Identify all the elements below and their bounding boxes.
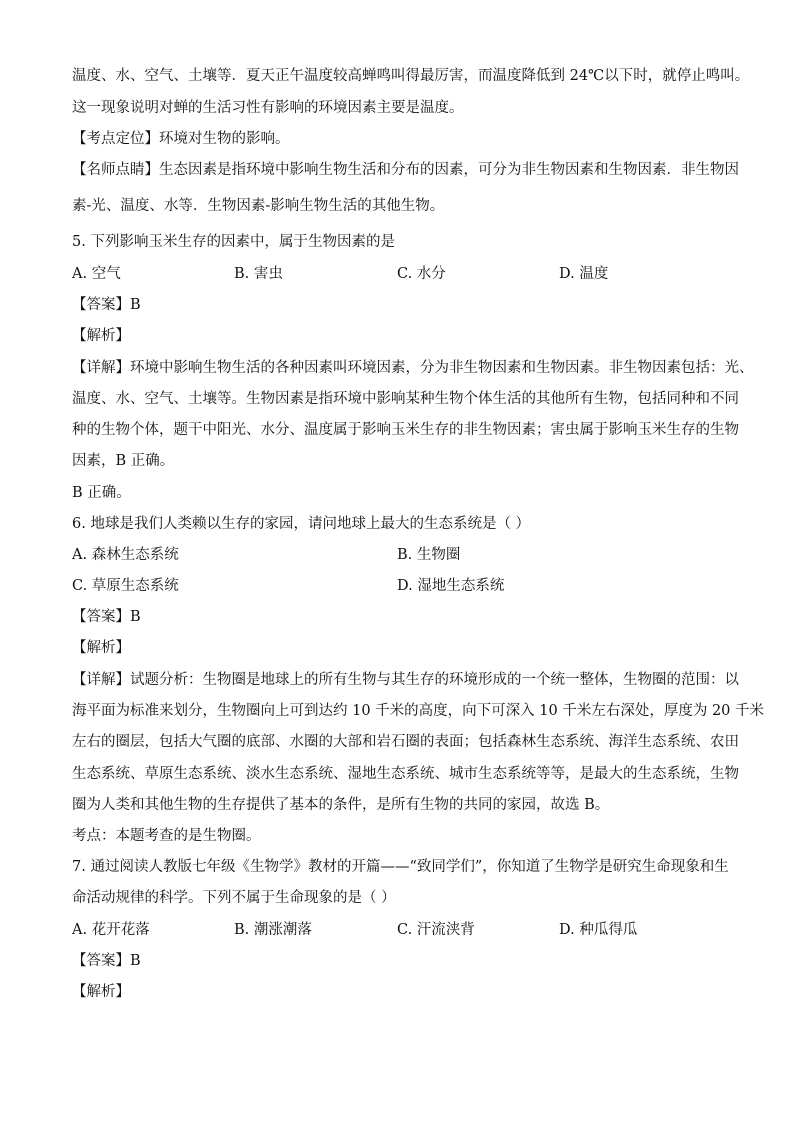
mingshi-line-2: 素-光、温度、水等．生物因素-影响生物生活的其他生物。 [72,198,445,214]
q7-jiexi: 【解析】 [72,984,130,1000]
q6-detail-3: 左右的圈层，包括大气圈的底部、水圈的大部和岩石圈的表面；包括森林生态系统、海洋生态系统、农田 [72,734,739,750]
q5-option-c: C. 水分 [397,266,446,282]
q5-conclusion: B 正确。 [72,485,131,501]
q7-option-b: B. 潮涨潮落 [234,922,312,938]
q6-stem: 6. 地球是我们人类赖以生存的家园，请问地球上最大的生态系统是（ ） [72,516,531,532]
kaodian-line: 【考点定位】环境对生物的影响。 [72,131,290,147]
q7-stem-2: 命活动规律的科学。下列不属于生命现象的是（ ） [72,890,396,906]
q6-detail-4: 生态系统、草原生态系统、淡水生态系统、湿地生态系统、城市生态系统等等，是最大的生态系统，生物 [72,766,739,782]
q6-detail-1: 【详解】试题分析：生物圈是地球上的所有生物与其生存的环境形成的一个统一整体，生物圈的范围：以 [72,672,739,688]
q7-option-c: C. 汗流浃背 [397,922,475,938]
q6-detail-5: 圈为人类和其他生物的生存提供了基本的条件，是所有生物的共同的家园，故选 B。 [72,797,610,813]
q6-jiexi: 【解析】 [72,640,130,656]
q6-option-a: A. 森林生态系统 [72,547,179,563]
q7-stem-1: 7. 通过阅读人教版七年级《生物学》教材的开篇——“致同学们”，你知道了生物学是研究生命现象和生 [72,859,729,875]
q6-option-b: B. 生物圈 [397,547,461,563]
q5-option-d: D. 温度 [559,266,609,282]
q5-detail-1: 【详解】环境中影响生物生活的各种因素叫环境因素，分为非生物因素和生物因素。非生物因素包括：光、 [72,360,754,376]
q6-option-c: C. 草原生态系统 [72,578,179,594]
q7-option-d: D. 种瓜得瓜 [559,922,638,938]
q6-kaodian: 考点：本题考查的是生物圈。 [72,828,261,844]
q5-stem: 5. 下列影响玉米生存的因素中，属于生物因素的是 [72,234,395,250]
q5-option-b: B. 害虫 [234,266,283,282]
q5-detail-3: 种的生物个体，题干中阳光、水分、温度属于影响玉米生存的非生物因素；害虫属于影响玉米生存的生物 [72,422,739,438]
q5-jiexi: 【解析】 [72,328,130,344]
q7-option-a: A. 花开花落 [72,922,150,938]
q5-option-a: A. 空气 [72,266,121,282]
q7-answer: 【答案】B [72,953,141,969]
q6-answer: 【答案】B [72,609,141,625]
q6-detail-2: 海平面为标准来划分，生物圈向上可到达约 10 千米的高度，向下可深入 10 千米左右深处，厚度为 20 千米 [72,703,765,719]
q5-answer: 【答案】B [72,297,141,313]
q5-detail-4: 因素，B 正确。 [72,453,175,469]
q6-option-d: D. 湿地生态系统 [397,578,505,594]
intro-line-1: 温度、水、空气、土壤等．夏天正午温度较高蝉鸣叫得最厉害，而温度降低到 24℃以下时，就停止鸣叫。 [72,68,750,84]
intro-line-2: 这一现象说明对蝉的生活习性有影响的环境因素主要是温度。 [72,100,464,116]
q5-detail-2: 温度、水、空气、土壤等。生物因素是指环境中影响某种生物个体生活的其他所有生物，包括同种和不同 [72,391,739,407]
mingshi-line-1: 【名师点睛】生态因素是指环境中影响生物生活和分布的因素，可分为非生物因素和生物因素．非生物因 [72,162,739,178]
